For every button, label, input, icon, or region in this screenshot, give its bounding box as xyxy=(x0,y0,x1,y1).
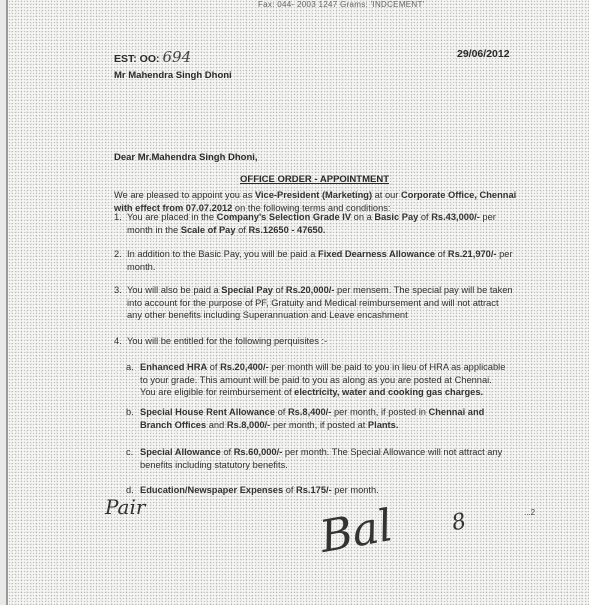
page-continuation: ...2 xyxy=(524,508,536,517)
perquisite-emphasis: electricity, water and cooking gas charges. xyxy=(294,387,484,397)
intro-text: We are pleased to appoint you as xyxy=(114,190,255,200)
perquisite-letter: a. xyxy=(126,362,134,372)
perquisite-emphasis: Enhanced HRA xyxy=(140,362,208,372)
perquisite-text: You are eligible for reimbursement of xyxy=(140,387,295,397)
item-emphasis: Fixed Dearness Allowance xyxy=(318,249,435,259)
perquisite-emphasis: Education/Newspaper Expenses xyxy=(140,485,284,495)
item-text: on a xyxy=(351,212,375,222)
item-text: into account for the purpose of PF, Gratuity and Medical reimbursement and will not attract xyxy=(127,297,499,308)
effective-date: with effect from 07.07.2012 xyxy=(114,202,233,213)
perquisite-emphasis: Rs.20,400/- xyxy=(220,362,269,372)
perquisite-emphasis: Special Allowance xyxy=(140,447,221,457)
item-number: 1. xyxy=(114,212,122,222)
perquisite-emphasis: Plants. xyxy=(367,419,399,430)
item-text: of xyxy=(272,285,286,295)
intro-text: at our xyxy=(372,190,401,200)
item-text: of xyxy=(418,212,432,222)
main-signature: Bal xyxy=(316,500,397,563)
perquisite-emphasis: Branch Offices xyxy=(140,419,207,430)
ref-number: 694 xyxy=(162,48,192,66)
perquisite-emphasis: Rs.8,000/- xyxy=(226,419,271,430)
item-emphasis: Scale of Pay xyxy=(180,224,236,235)
perquisite-text: per month, if posted at xyxy=(270,419,368,430)
perquisite-text: per month, if posted in xyxy=(331,407,429,417)
initials-signature: Pair xyxy=(105,495,146,519)
secondary-signature: 8 xyxy=(449,508,469,537)
item-text: You will also be paid a xyxy=(127,285,222,295)
perquisite-text: and xyxy=(206,419,227,430)
item-text: any other benefits including Superannuation and Leave encashment xyxy=(127,310,408,320)
item-text: You will be entitled for the following perquisites :- xyxy=(127,336,328,346)
item-number: 2. xyxy=(114,249,122,259)
item-text: per xyxy=(496,249,513,259)
item-emphasis: Rs.12650 - 47650. xyxy=(248,224,326,235)
item-emphasis: Company's Selection Grade IV xyxy=(216,212,352,222)
item-text: month in the xyxy=(127,224,181,235)
item-emphasis: Rs.43,000/- xyxy=(431,212,480,222)
item-emphasis: Rs.21,970/- xyxy=(447,249,497,259)
item-emphasis: Basic Pay xyxy=(374,212,419,222)
perquisite-text: of xyxy=(275,407,288,417)
perquisite-emphasis: Chennai and xyxy=(428,407,485,417)
office-location: Corporate Office, Chennai xyxy=(401,190,517,200)
item-emphasis: Rs.20,000/- xyxy=(285,285,335,295)
item-number: 3. xyxy=(114,285,122,295)
item-emphasis: Special Pay xyxy=(221,285,273,295)
subject-heading: OFFICE ORDER - APPOINTMENT xyxy=(240,174,390,185)
item-text: of xyxy=(235,224,249,235)
reference-number xyxy=(114,48,191,66)
perquisite-text: per month will be paid to you in lieu of HRA as applicable xyxy=(268,362,506,372)
item-text: You are placed in the xyxy=(127,212,217,222)
perquisite-emphasis: Rs.60,000/- xyxy=(233,447,283,457)
perquisite-emphasis: Special House Rent Allowance xyxy=(140,407,276,417)
perquisite-text: benefits including statutory benefits. xyxy=(140,459,288,470)
letter-date: 29/06/2012 xyxy=(457,48,510,60)
ref-label: EST: OO: xyxy=(114,53,160,65)
perquisite-text: of xyxy=(220,447,234,457)
perquisite-letter: c. xyxy=(126,447,134,457)
perquisite-text: to your grade. This amount will be paid to you as along as you are posted at Chennai. xyxy=(140,374,492,385)
perquisite-letter: d. xyxy=(126,485,134,495)
salutation: Dear Mr.Mahendra Singh Dhoni, xyxy=(114,152,258,163)
item-text: In addition to the Basic Pay, you will be paid a xyxy=(127,249,319,259)
perquisite-emphasis: Rs.8,400/- xyxy=(287,407,332,417)
letter-page xyxy=(6,0,589,605)
item-number: 4. xyxy=(114,336,122,346)
item-text: per mensem. The special pay will be taken xyxy=(334,285,513,295)
item-text: per xyxy=(479,212,496,222)
perquisite-text: per month. xyxy=(331,485,379,495)
addressee: Mr Mahendra Singh Dhoni xyxy=(114,70,232,81)
perquisite-text: of xyxy=(207,362,221,372)
intro-text: on the following terms and conditions: xyxy=(232,202,391,213)
perquisite-text: per month. The Special Allowance will not attract any xyxy=(282,447,503,457)
position-title: Vice-President (Marketing) xyxy=(254,190,373,200)
fax-line: Fax: 044- 2003 1247 Grams: 'INDCEMENT' xyxy=(258,0,425,9)
item-text: of xyxy=(435,249,448,259)
perquisite-emphasis: Rs.175/- xyxy=(296,485,332,495)
perquisite-text: of xyxy=(283,485,297,495)
item-text: month. xyxy=(127,261,156,272)
perquisite-letter: b. xyxy=(126,407,134,417)
